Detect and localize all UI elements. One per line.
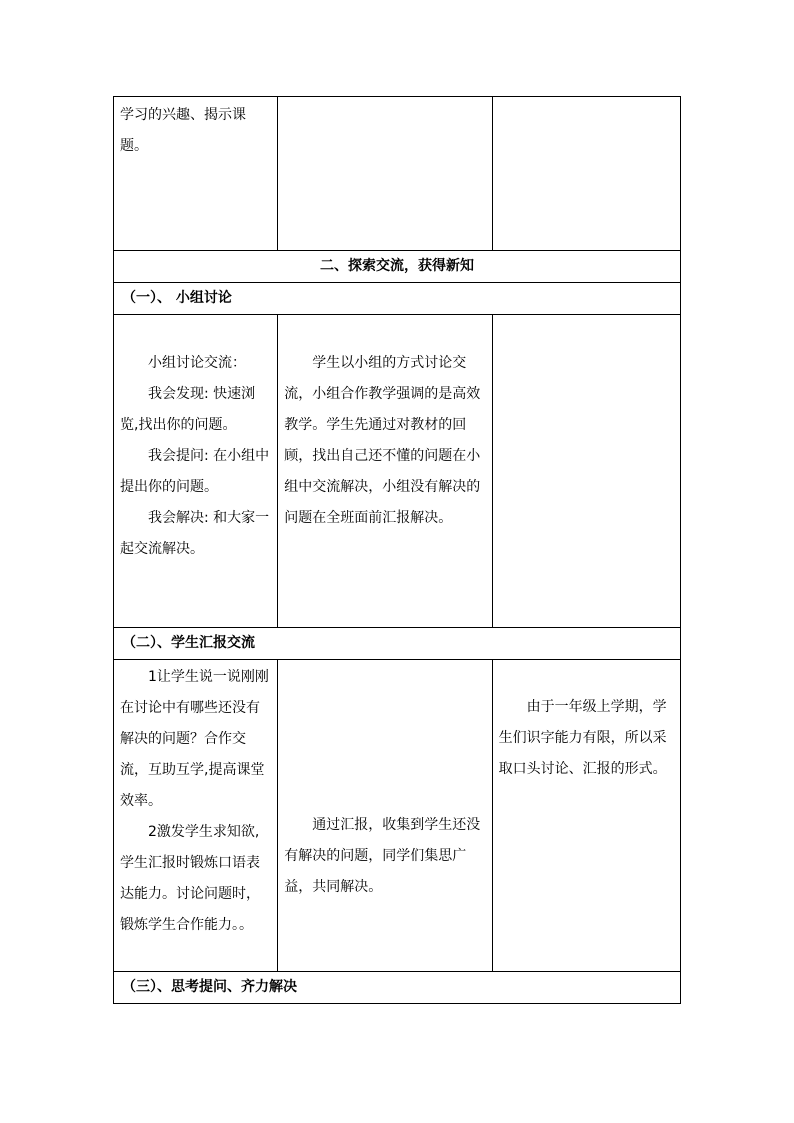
subsection-3-title: （三）、思考提问、齐力解决 <box>122 979 297 995</box>
report-student-p1: 通过汇报，收集到学生还没有解决的问题，同学们集思广益，共同解决。 <box>284 817 481 895</box>
subsection-2-title: （二）、学生汇报交流 <box>122 635 255 651</box>
discussion-student-cell <box>278 315 492 628</box>
intro-activity-cell <box>114 97 278 251</box>
discussion-student-text <box>278 315 491 534</box>
report-activity-p1: 1让学生说一说刚刚在讨论中有哪些还没有解决的问题？合作交流，互助互学,提高课堂效率。 <box>120 669 269 809</box>
section-heading-row <box>114 251 681 283</box>
discussion-intent-cell <box>492 315 680 628</box>
discussion-activity-text <box>114 315 277 565</box>
discussion-activity-p1: 小组讨论交流： <box>148 355 246 371</box>
intro-activity-text: 学习的兴趣、揭示课题。 <box>120 107 246 154</box>
discussion-intent-text <box>493 315 680 348</box>
subsection-2-row <box>114 628 681 660</box>
intro-student-text <box>278 97 491 100</box>
report-intent-p1: 由于一年级上学期，学生们识字能力有限，所以采取口头讨论、汇报的形式。 <box>498 699 667 777</box>
report-student-cell <box>278 660 492 972</box>
section-heading-cell <box>114 251 681 283</box>
subsection-3-cell <box>114 972 681 1004</box>
report-activity-p2: 2激发学生求知欲,学生汇报时锻炼口语表达能力。讨论问题时，锻炼学生合作能力。。 <box>120 824 260 933</box>
intro-student-cell <box>278 97 492 251</box>
table-row-report <box>114 660 681 972</box>
report-activity-text <box>114 660 277 941</box>
report-intent-cell <box>492 660 680 972</box>
discussion-activity-p2: 我会发现: 快速浏览,找出你的问题。 <box>120 386 256 433</box>
intro-intent-text <box>493 97 680 100</box>
report-student-text <box>278 660 491 903</box>
table-row-intro <box>114 97 681 251</box>
subsection-3-row <box>114 972 681 1004</box>
report-activity-cell <box>114 660 278 972</box>
subsection-2-cell <box>114 628 681 660</box>
subsection-1-cell <box>114 283 681 315</box>
discussion-activity-cell <box>114 315 278 628</box>
discussion-student-p1: 学生以小组的方式讨论交流，小组合作教学强调的是高效教学。学生先通过对教材的回顾，找出自己还不懂的问题在小组中交流解决，小组没有解决的问题在全班面前汇报解决。 <box>284 355 481 526</box>
lesson-plan-table <box>113 96 681 1004</box>
report-intent-text <box>493 660 680 785</box>
intro-intent-cell <box>492 97 680 251</box>
discussion-activity-p3: 我会提问: 在小组中提出你的问题。 <box>120 448 270 495</box>
subsection-1-row <box>114 283 681 315</box>
table-row-discussion <box>114 315 681 628</box>
discussion-activity-p4: 我会解决: 和大家一起交流解决。 <box>120 510 270 557</box>
section-title: 二、探索交流，获得新知 <box>320 258 474 274</box>
subsection-1-title: （一）、 小组讨论 <box>122 290 232 306</box>
